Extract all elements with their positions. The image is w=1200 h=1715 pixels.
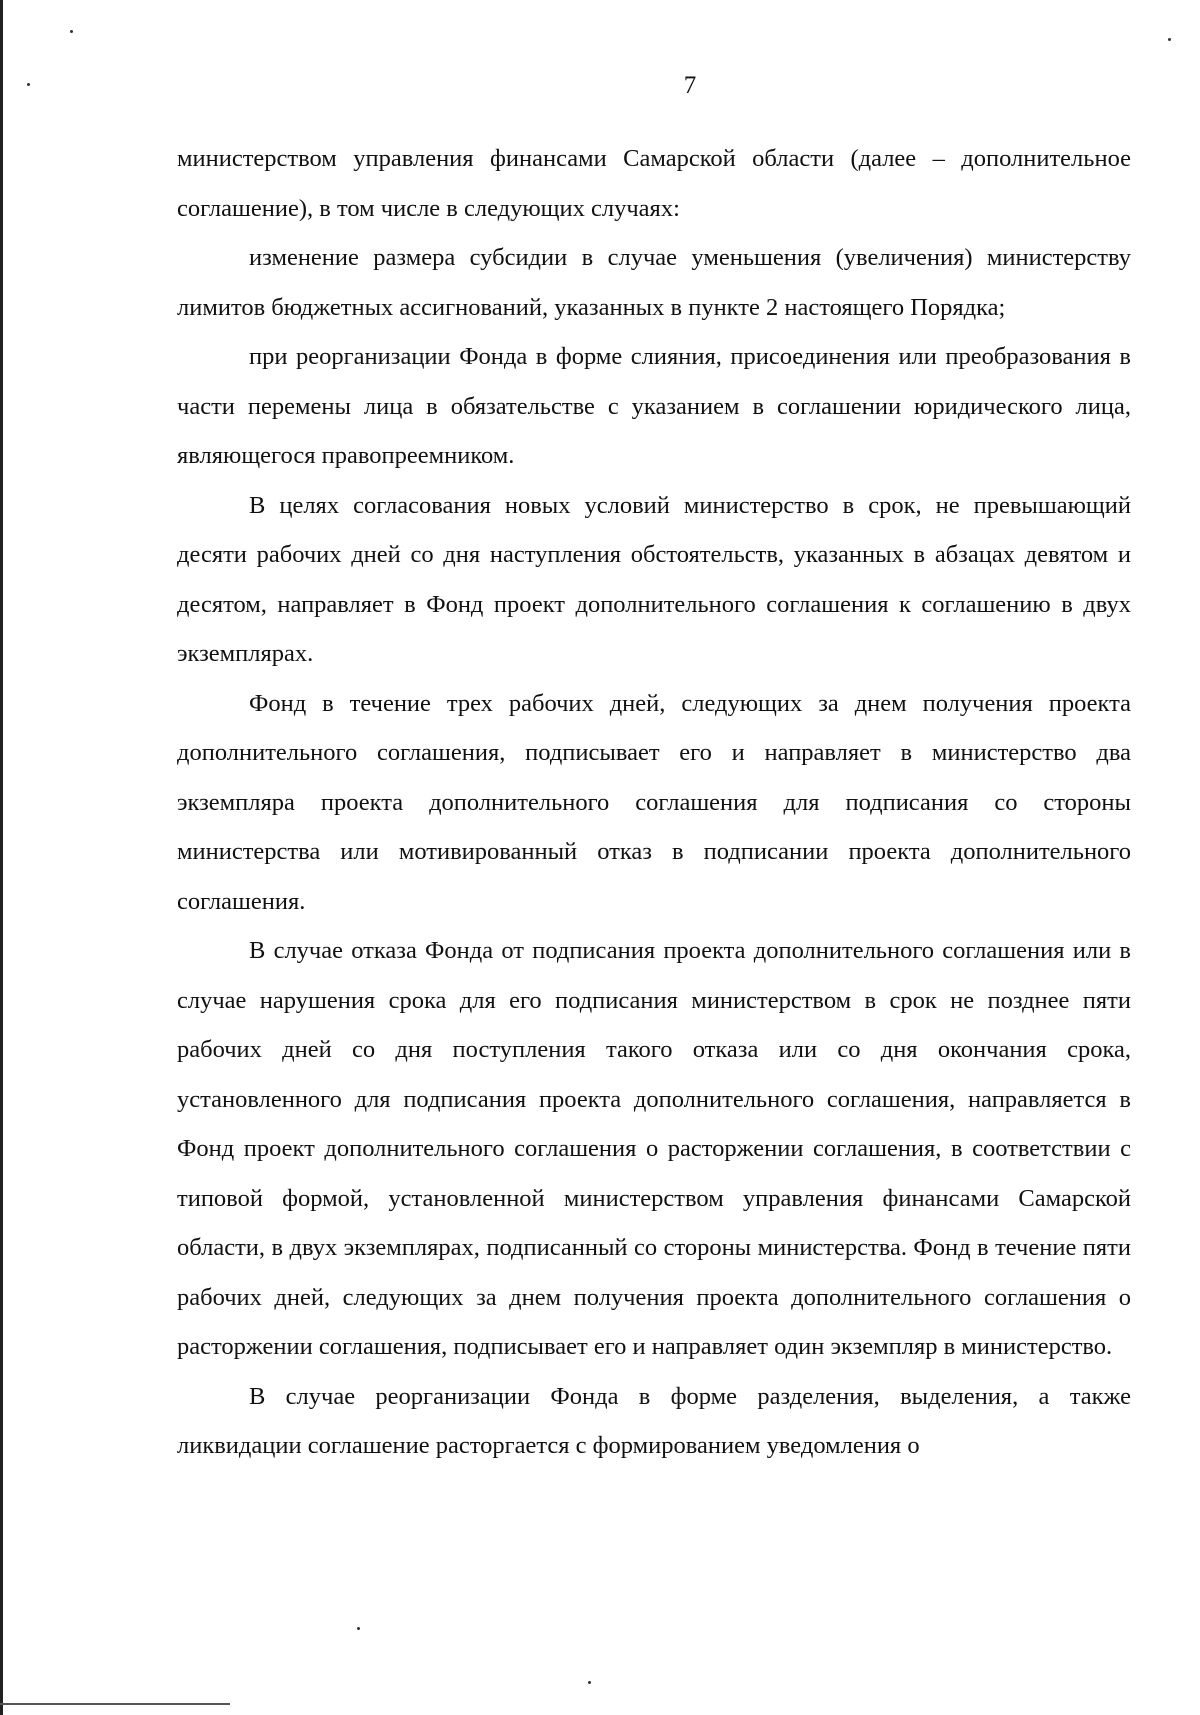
- scan-speck: [357, 1627, 360, 1630]
- paragraph-reorganization-merger: при реорганизации Фонда в форме слияния, присоединения или преобразования в части перемены лица в обязательстве с указанием в соглашении юридического лица, являющегося правопреемником.: [177, 343, 1131, 469]
- paragraph-new-conditions: В целях согласования новых условий министерство в срок, не превышающий десяти рабочих дней со дня наступления обстоятельств, указанных в абзацах девятом и десятом, направляет в Фонд проект дополнительного соглашения к соглашению в двух экземплярах.: [177, 491, 1131, 667]
- document-text: [177, 134, 1131, 1471]
- paragraph-fund-signing: Фонд в течение трех рабочих дней, следующих за днем получения проекта дополнительного соглашения, подписывает его и направляет в министерство два экземпляра проекта дополнительного соглашения для подписания со стороны министерства или мотивированный отказ в подписании проекта дополнительного соглашения.: [177, 689, 1131, 915]
- page-number: 7: [683, 72, 697, 99]
- scan-left-border: [0, 0, 3, 1715]
- scan-speck: [588, 1681, 591, 1684]
- paragraph-reorganization-division: В случае реорганизации Фонда в форме разделения, выделения, а также ликвидации соглашение расторгается с формированием уведомления о: [177, 1382, 1131, 1459]
- scan-speck: [1168, 38, 1171, 41]
- paragraph-continuation: министерством управления финансами Самарской области (далее – дополнительное соглашение), в том числе в следующих случаях:: [177, 145, 1131, 222]
- paragraph-subsidy-change: изменение размера субсидии в случае уменьшения (увеличения) министерству лимитов бюджетных ассигнований, указанных в пункте 2 настоящего Порядка;: [177, 244, 1131, 321]
- scan-speck: [70, 30, 73, 33]
- scan-bottom-rule: [0, 1703, 230, 1705]
- paragraph-refusal-termination: В случае отказа Фонда от подписания проекта дополнительного соглашения или в случае нарушения срока для его подписания министерством в срок не позднее пяти рабочих дней со дня поступления такого отказа или со дня окончания срока, установленного для подписания проекта дополнительного соглашения, направляется в Фонд проект дополнительного соглашения о расторжении соглашения, в соответствии с типовой формой, установленной министерством управления финансами Самарской области, в двух экземплярах, подписанный со стороны министерства. Фонд в течение пяти рабочих дней, следующих за днем получения проекта дополнительного соглашения о расторжении соглашения, подписывает его и направляет один экземпляр в министерство.: [177, 937, 1131, 1360]
